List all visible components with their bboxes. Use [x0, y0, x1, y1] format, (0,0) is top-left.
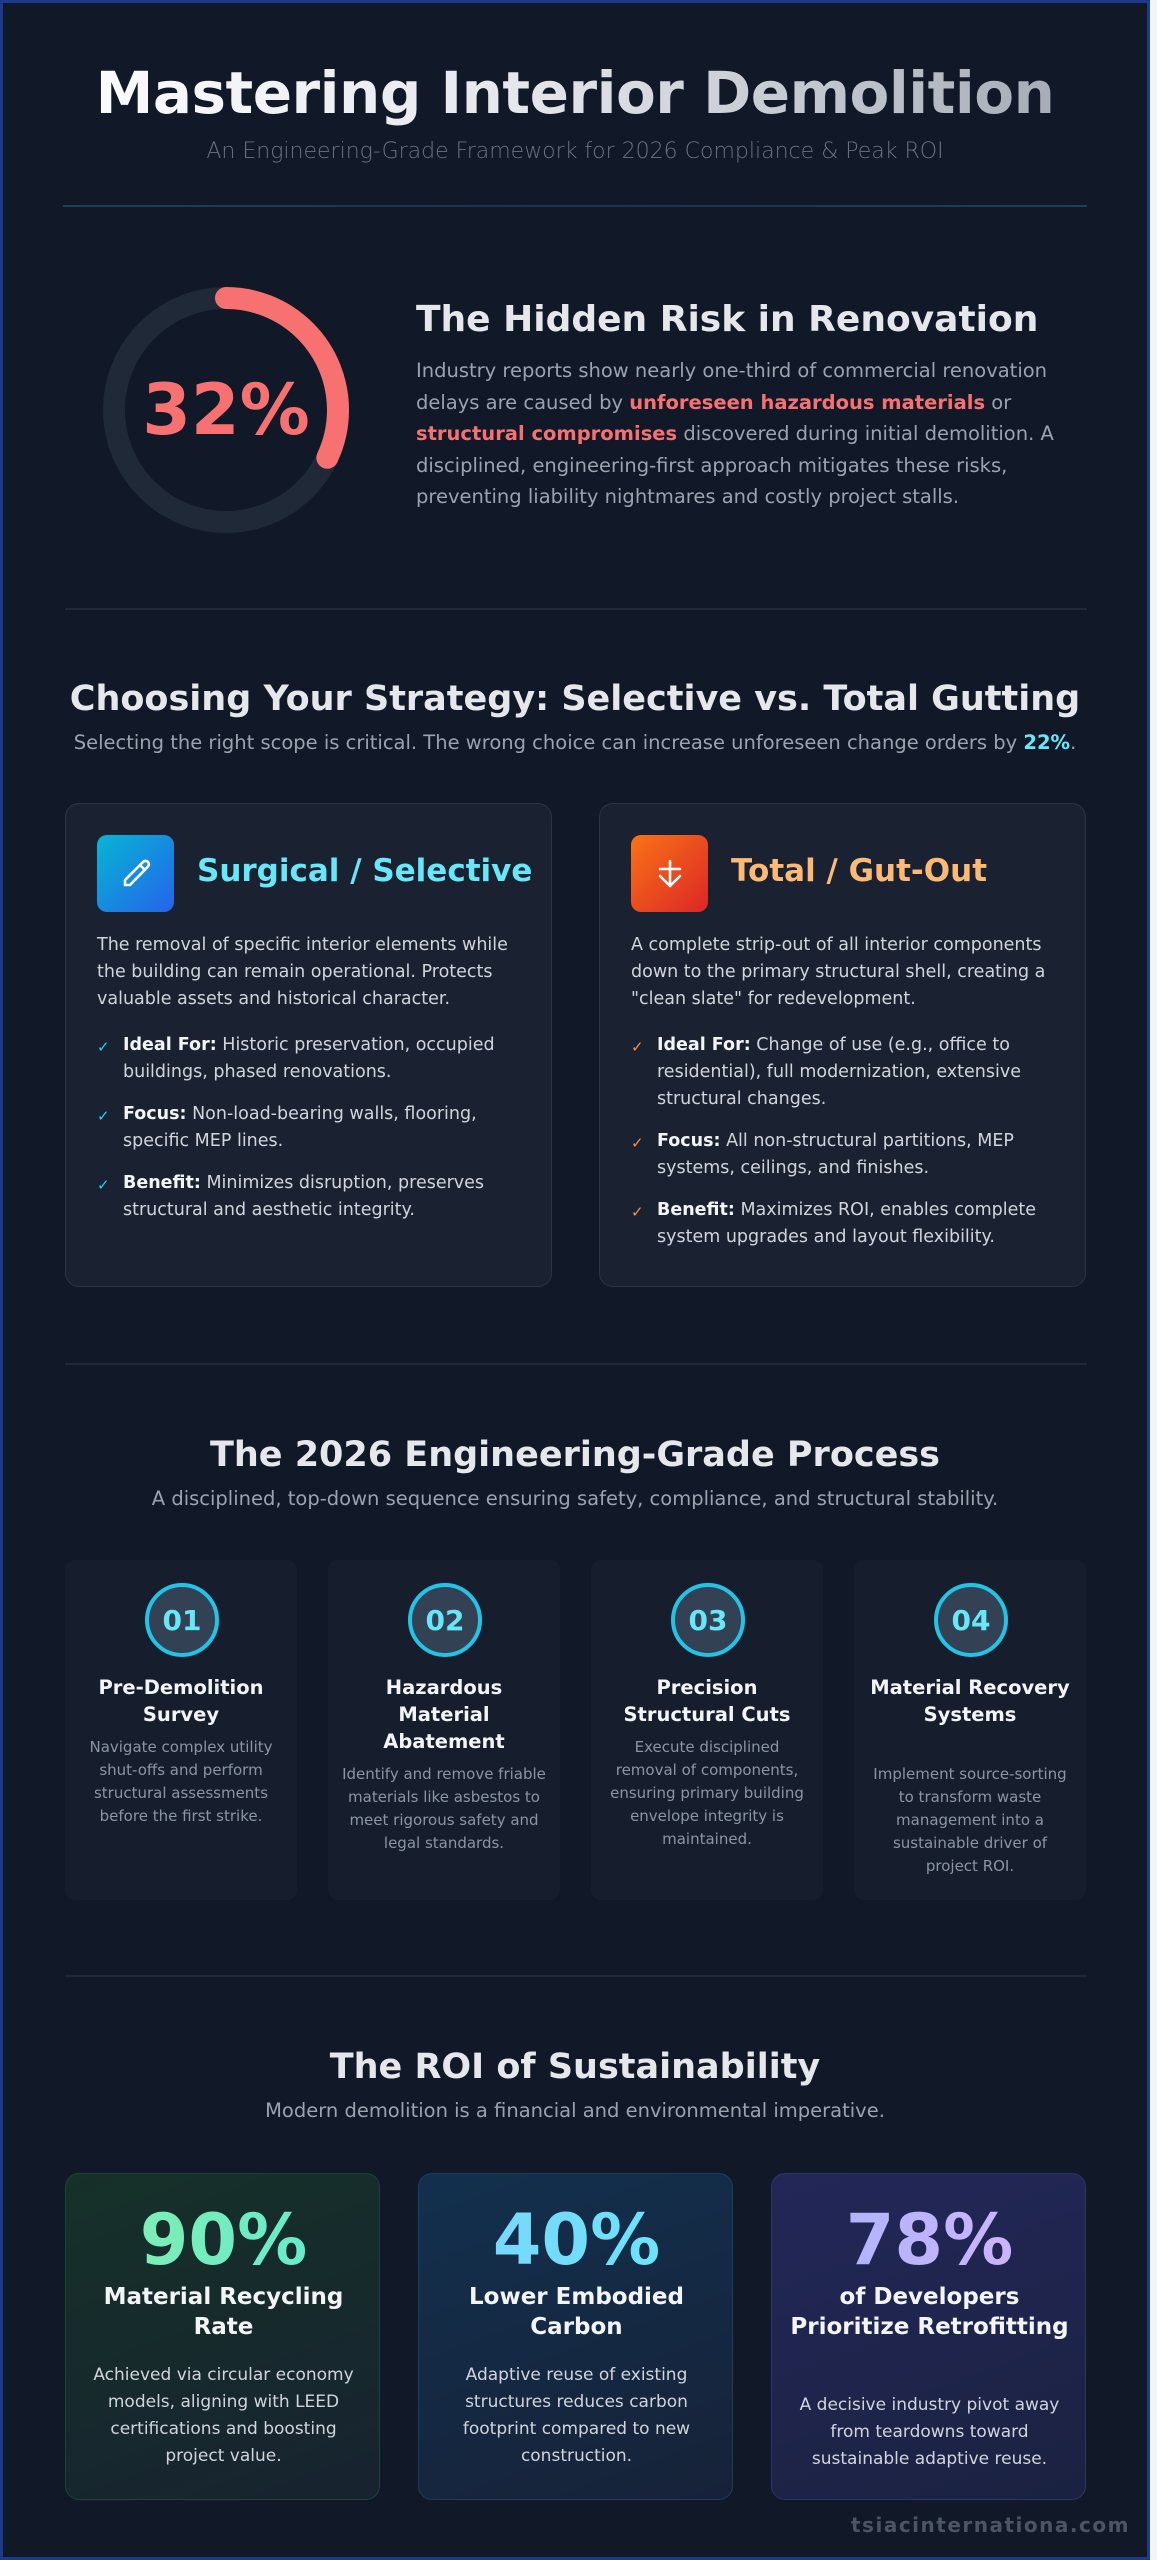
process-subtitle: A disciplined, top-down sequence ensuring safety, compliance, and structural stability. — [151, 1487, 999, 1510]
card-title: Surgical / Selective — [197, 853, 533, 889]
feature-item — [97, 1032, 527, 1086]
check-icon: ✓ — [97, 1107, 110, 1125]
arrow-down-icon — [631, 835, 708, 912]
feature-label: Ideal For: — [657, 1035, 751, 1055]
header-divider — [63, 205, 1087, 207]
step-description: Execute disciplined removal of components, ensuring primary building envelope integrity is maintained. — [610, 1738, 804, 1848]
feature-text: Historic preservation, occupied buildings, phased renovations. — [123, 1035, 495, 1082]
stat-description: A decisive industry pivot away from teardowns toward sustainable adaptive reuse. — [799, 2395, 1060, 2469]
strategy-title: Choosing Your Strategy: Selective vs. Total Gutting — [69, 679, 1081, 719]
process-title: The 2026 Engineering-Grade Process — [209, 1435, 941, 1475]
pencil-icon — [97, 835, 174, 912]
risk-title: The Hidden Risk in Renovation — [416, 299, 1039, 340]
roi-stat-card — [65, 2173, 380, 2500]
risk-highlight-hazardous: unforeseen hazardous materials — [629, 390, 986, 414]
strategy-card-gut-out — [599, 803, 1086, 1287]
stat-description: Adaptive reuse of existing structures reduces carbon footprint compared to new construction. — [462, 2365, 691, 2466]
section-divider — [65, 1975, 1087, 1977]
step-description: Navigate complex utility shut-offs and perform structural assessments before the first strike. — [89, 1738, 273, 1825]
card-feature-list — [97, 1032, 527, 1239]
roi-title: The ROI of Sustainability — [329, 2047, 821, 2087]
strategy-card-selective — [65, 803, 552, 1287]
card-feature-list — [631, 1032, 1061, 1266]
check-icon: ✓ — [631, 1038, 644, 1056]
risk-body-text: or — [985, 390, 1012, 414]
page-subtitle: An Engineering-Grade Framework for 2026 Compliance & Peak ROI — [206, 139, 944, 164]
strategy-subtitle — [3, 731, 1147, 754]
feature-text: Minimizes disruption, preserves structural and aesthetic integrity. — [123, 1173, 485, 1220]
feature-label: Focus: — [657, 1131, 721, 1151]
feature-text: Maximizes ROI, enables complete system upgrades and layout flexibility. — [657, 1200, 1036, 1247]
feature-label: Benefit: — [123, 1173, 201, 1193]
stat-description: Achieved via circular economy models, aligning with LEED certifications and boosting project value. — [93, 2365, 354, 2466]
risk-body — [416, 355, 1106, 513]
feature-text: Change of use (e.g., office to residential), full modernization, extensive structural changes. — [657, 1035, 1021, 1109]
process-step — [854, 1560, 1086, 1900]
process-step — [65, 1560, 297, 1900]
roi-stat-card — [418, 2173, 733, 2500]
step-number-badge: 02 — [408, 1583, 482, 1657]
feature-label: Benefit: — [657, 1200, 735, 1220]
check-icon: ✓ — [97, 1038, 110, 1056]
stat-value: 78% — [772, 2200, 1087, 2280]
card-description: The removal of specific interior elements while the building can remain operational. Protects valuable assets and historical character. — [97, 935, 508, 1009]
strategy-subtitle-text: Selecting the right scope is critical. The wrong choice can increase unforeseen change orders by — [73, 731, 1024, 754]
feature-label: Focus: — [123, 1104, 187, 1124]
check-icon: ✓ — [631, 1203, 644, 1221]
feature-text: Non-load-bearing walls, flooring, specific MEP lines. — [123, 1104, 477, 1151]
risk-body-text: discovered during initial demolition. A disciplined, engineering-first approach mitigates these risks, preventing liability nightmares and costly project stalls. — [416, 422, 1054, 508]
change-order-stat: 22% — [1023, 731, 1071, 754]
check-icon: ✓ — [631, 1134, 644, 1152]
step-title: Hazardous Material Abatement — [383, 1676, 505, 1753]
process-step — [328, 1560, 560, 1900]
feature-item — [631, 1128, 1061, 1182]
stat-value: 90% — [66, 2200, 381, 2280]
process-step — [591, 1560, 823, 1900]
stat-label: Material Recycling Rate — [103, 2284, 344, 2340]
roi-subtitle: Modern demolition is a financial and environmental imperative. — [265, 2099, 885, 2122]
page-title: Mastering Interior Demolition — [3, 59, 1147, 127]
section-divider — [65, 608, 1087, 610]
card-description: A complete strip-out of all interior components down to the primary structural shell, creating a "clean slate" for redevelopment. — [631, 935, 1046, 1009]
feature-item — [631, 1197, 1061, 1251]
step-number-badge: 01 — [145, 1583, 219, 1657]
feature-label: Ideal For: — [123, 1035, 217, 1055]
feature-item — [631, 1032, 1061, 1113]
risk-donut-chart — [101, 285, 351, 535]
section-divider — [65, 1363, 1087, 1365]
step-title: Material Recovery Systems — [870, 1676, 1070, 1726]
step-title: Pre-Demolition Survey — [98, 1676, 264, 1726]
feature-item — [97, 1170, 527, 1224]
risk-body-text: Industry reports show nearly one-third of commercial renovation delays are caused by — [416, 359, 1048, 414]
watermark: tsiacinternationa.com — [851, 2513, 1130, 2537]
step-number-badge: 03 — [671, 1583, 745, 1657]
stat-label: of Developers Prioritize Retrofitting — [790, 2284, 1069, 2340]
feature-item — [97, 1101, 527, 1155]
step-description: Implement source-sorting to transform waste management into a sustainable driver of project ROI. — [873, 1765, 1067, 1875]
roi-stat-card — [771, 2173, 1086, 2500]
risk-stat-value: 32% — [142, 369, 310, 451]
step-title: Precision Structural Cuts — [623, 1676, 791, 1726]
card-title: Total / Gut-Out — [731, 853, 988, 889]
risk-highlight-structural: structural compromises — [416, 422, 678, 445]
check-icon: ✓ — [97, 1176, 110, 1194]
stat-label: Lower Embodied Carbon — [468, 2284, 684, 2340]
step-description: Identify and remove friable materials like asbestos to meet rigorous safety and legal standards. — [342, 1765, 546, 1852]
stat-value: 40% — [419, 2200, 734, 2280]
feature-text: All non-structural partitions, MEP systems, ceilings, and finishes. — [657, 1131, 1014, 1178]
strategy-subtitle-end: . — [1070, 731, 1077, 754]
step-number-badge: 04 — [934, 1583, 1008, 1657]
